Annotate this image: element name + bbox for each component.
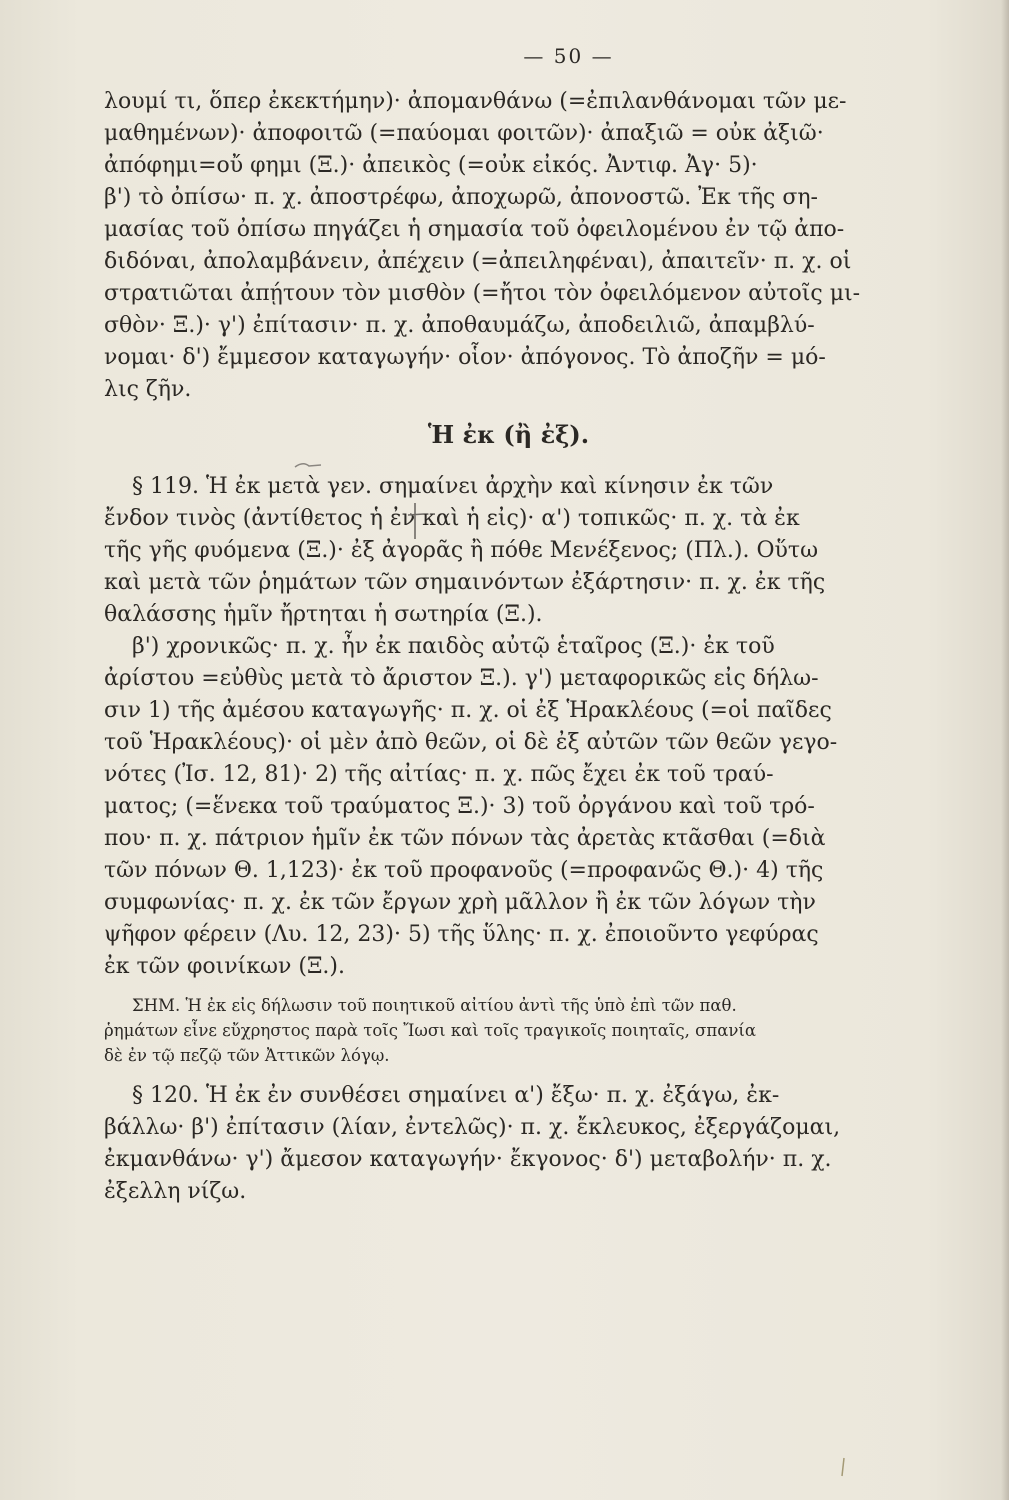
text-line: β') χρονικῶς· π. χ. ἦν ἐκ παιδὸς αὐτῷ ἑταῖρος (Ξ.)· ἐκ τοῦ: [132, 634, 775, 659]
text-line: ἀπόφημι=οὔ φημι (Ξ.)· ἀπεικὸς (=οὐκ εἰκός. Ἀντιφ. Ἀγ· 5)·: [104, 153, 758, 178]
scan-shadow-edge: [1001, 0, 1009, 1500]
paragraph-section-120: [104, 1080, 913, 1208]
text-line: ἐκ τῶν φοινίκων (Ξ.).: [104, 954, 345, 979]
text-line: μαθημένων)· ἀποφοιτῶ (=παύομαι φοιτῶν)· ἀπαξιῶ = οὐκ ἀξιῶ·: [104, 121, 824, 146]
text-line: ἐξελλη νίζω.: [104, 1179, 247, 1204]
text-line: τοῦ Ἡρακλέους)· οἱ μὲν ἀπὸ θεῶν, οἱ δὲ ἐξ αὐτῶν τῶν θεῶν γεγο-: [104, 730, 838, 755]
pencil-tick-mark: [838, 1456, 848, 1478]
text-line: § 119. Ἡ ἐκ μετὰ γεν. σημαίνει ἀρχὴν καὶ κίνησιν ἐκ τῶν: [132, 474, 774, 499]
text-line: ῥημάτων εἶνε εὔχρηστος παρὰ τοῖς Ἴωσι καὶ τοῖς τραγικοῖς ποιηταῖς, σπανία: [104, 1021, 757, 1040]
paragraph-apo-continuation: [104, 86, 913, 406]
text-line: δὲ ἐν τῷ πεζῷ τῶν Ἀττικῶν λόγῳ.: [104, 1046, 390, 1065]
section-heading: Ἡ ἐκ (ἢ ἐξ).: [427, 420, 590, 449]
text-line: στρατιῶται ἀπῄτουν τὸν μισθὸν (=ἤτοι τὸν ὀφειλόμενον αὐτοῖς μι-: [104, 281, 861, 306]
text-line: ψῆφον φέρειν (Λυ. 12, 23)· 5) τῆς ὕλης· π. χ. ἐποιοῦντο γεφύρας: [104, 922, 819, 947]
text-line: ΣΗΜ. Ἡ ἐκ εἰς δήλωσιν τοῦ ποιητικοῦ αἰτίου ἀντὶ τῆς ὑπὸ ἐπὶ τῶν παθ.: [132, 996, 737, 1015]
text-line: βάλλω· β') ἐπίτασιν (λίαν, ἐντελῶς)· π. χ. ἔκλευκος, ἐξεργάζομαι,: [104, 1115, 841, 1140]
text-line: μασίας τοῦ ὀπίσω πηγάζει ἡ σημασία τοῦ ὀφειλομένου ἐν τῷ ἀπο-: [104, 217, 845, 242]
text-line: λουμί τι, ὅπερ ἐκεκτήμην)· ἀπομανθάνω (=ἐπιλανθάνομαι τῶν με-: [104, 89, 847, 114]
page-number: — 50 —: [523, 44, 614, 68]
text-line: καὶ μετὰ τῶν ῥημάτων τῶν σημαινόντων ἐξάρτησιν· π. χ. ἐκ τῆς: [104, 570, 826, 595]
text-line: νομαι· δ') ἔμμεσον καταγωγήν· οἷον· ἀπόγονος. Τὸ ἀποζῆν = μό-: [104, 345, 826, 370]
text-line: ἀρίστου =εὐθὺς μετὰ τὸ ἄριστον Ξ.). γ') μεταφορικῶς εἰς δήλω-: [104, 666, 819, 691]
text-line: β') τὸ ὀπίσω· π. χ. ἀποστρέφω, ἀποχωρῶ, ἀπονοστῶ. Ἐκ τῆς ση-: [104, 185, 818, 210]
text-line: ἔνδον τινὸς (ἀντίθετος ἡ ἐν καὶ ἡ εἰς)· α') τοπικῶς· π. χ. τὰ ἐκ: [104, 506, 800, 531]
paragraph-meanings: [104, 631, 913, 983]
text-line: τῶν πόνων Θ. 1,123)· ἐκ τοῦ προφανοῦς (=προφανῶς Θ.)· 4) τῆς: [104, 858, 824, 883]
text-line: σιν 1) τῆς ἀμέσου καταγωγῆς· π. χ. οἱ ἐξ Ἡρακλέους (=οἱ παῖδες: [104, 698, 832, 723]
paragraph-section-119: [104, 471, 913, 631]
text-line: συμφωνίας· π. χ. ἐκ τῶν ἔργων χρὴ μᾶλλον ἢ ἐκ τῶν λόγων τὴν: [104, 890, 816, 915]
text-line: νότες (Ἰσ. 12, 81)· 2) τῆς αἰτίας· π. χ. πῶς ἔχει ἐκ τοῦ τραύ-: [104, 762, 774, 787]
pencil-cross-mark: [406, 501, 426, 541]
pencil-dash-mark: [293, 459, 323, 471]
text-line: λις ζῆν.: [104, 377, 192, 402]
text-line: διδόναι, ἀπολαμβάνειν, ἀπέχειν (=ἀπειληφέναι), ἀπαιτεῖν· π. χ. οἱ: [104, 249, 852, 274]
text-line: θαλάσσης ἡμῖν ἤρτηται ἡ σωτηρία (Ξ.).: [104, 602, 543, 627]
text-line: § 120. Ἡ ἐκ ἐν συνθέσει σημαίνει α') ἔξω· π. χ. ἐξάγω, ἐκ-: [132, 1083, 780, 1108]
text-line: τῆς γῆς φυόμενα (Ξ.)· ἐξ ἀγορᾶς ἢ πόθε Μενέξενος; (Πλ.). Οὕτω: [104, 538, 819, 563]
text-line: ἐκμανθάνω· γ') ἄμεσον καταγωγήν· ἔκγονος· δ') μεταβολήν· π. χ.: [104, 1147, 832, 1172]
text-line: που· π. χ. πάτριον ἡμῖν ἐκ τῶν πόνων τὰς ἀρετὰς κτᾶσθαι (=διὰ: [104, 826, 826, 851]
text-line: σθὸν· Ξ.)· γ') ἐπίτασιν· π. χ. ἀποθαυμάζω, ἀποδειλιῶ, ἀπαμβλύ-: [104, 313, 815, 338]
text-line: ματος; (=ἕνεκα τοῦ τραύματος Ξ.)· 3) τοῦ ὀργάνου καὶ τοῦ τρό-: [104, 794, 815, 819]
footnote-semeiosis: [104, 993, 913, 1068]
